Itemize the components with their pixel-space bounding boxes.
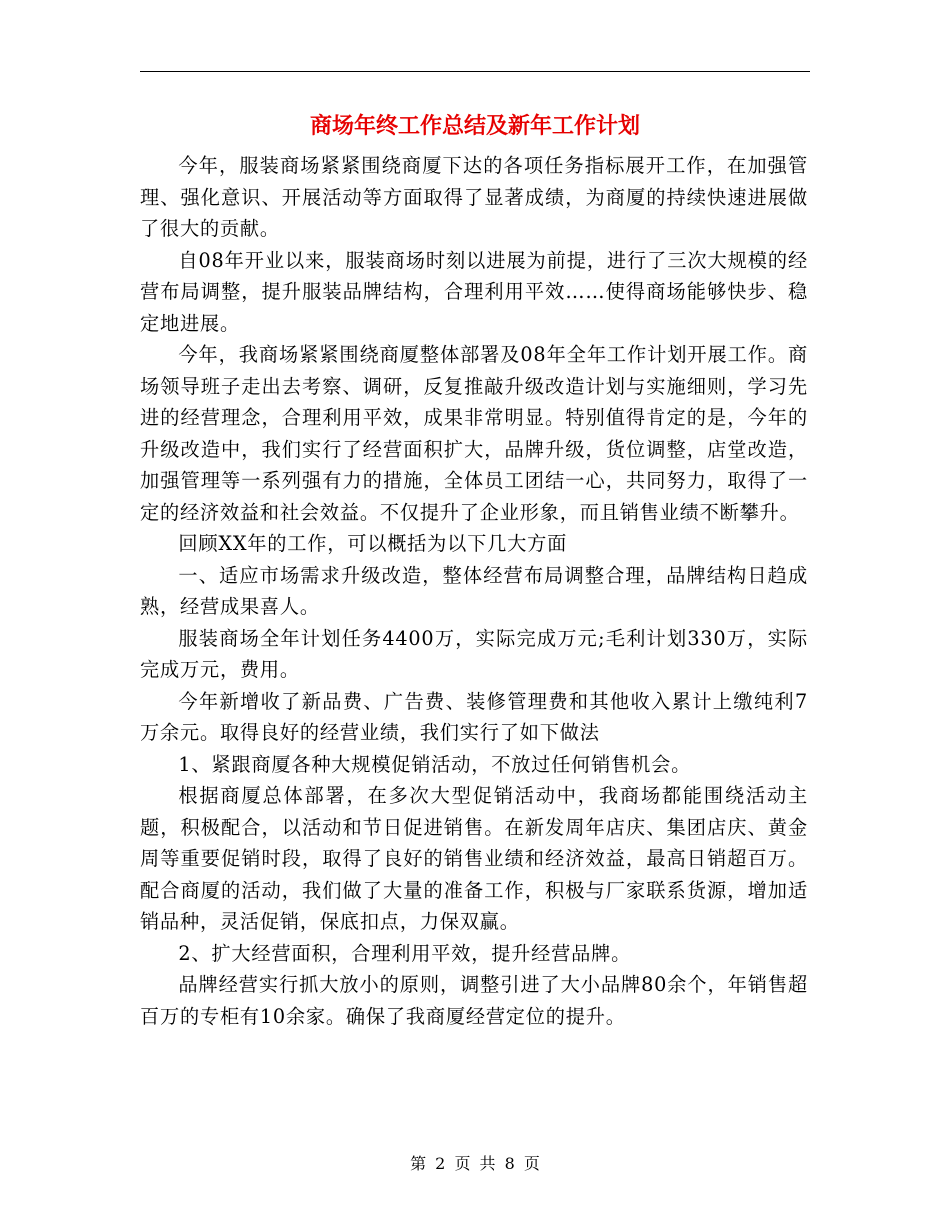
section-heading: 一、适应市场需求升级改造，整体经营布局调整合理，品牌结构日趋成熟，经营成果喜人。	[140, 563, 808, 618]
paragraph: 自08年开业以来，服装商场时刻以进展为前提，进行了三次大规模的经营布局调整，提升服装品牌结构，合理利用平效……使得商场能够快步、稳定地进展。	[140, 248, 808, 335]
header-rule	[140, 71, 810, 72]
paragraph: 回顾XX年的工作，可以概括为以下几大方面	[178, 532, 568, 555]
paragraph: 品牌经营实行抓大放小的原则，调整引进了大小品牌80余个，年销售超百万的专柜有10余家。确保了我商厦经营定位的提升。	[140, 973, 808, 1028]
document-title: 商场年终工作总结及新年工作计划	[309, 113, 640, 139]
paragraph: 根据商厦总体部署，在多次大型促销活动中，我商场都能围绕活动主题，积极配合，以活动和节日促进销售。在新发周年店庆、集团店庆、黄金周等重要促销时段，取得了良好的销售业绩和经济效益，最高日销超百万。配合商厦的活动，我们做了大量的准备工作，积极与厂家联系货源，增加适销品种，灵活促销，保底扣点，力保双赢。	[140, 784, 808, 933]
paragraph: 今年新增收了新品费、广告费、装修管理费和其他收入累计上缴纯利7万余元。取得良好的经营业绩，我们实行了如下做法	[140, 689, 808, 744]
paragraph: 服装商场全年计划任务4400万，实际完成万元;毛利计划330万，实际完成万元，费用。	[140, 626, 808, 681]
list-heading: 2、扩大经营面积，合理利用平效，提升经营品牌。	[178, 941, 632, 965]
list-heading: 1、紧跟商厦各种大规模促销活动，不放过任何销售机会。	[178, 752, 692, 776]
page-number-footer: 第 2 页 共 8 页	[410, 1154, 540, 1173]
document-body	[140, 150, 808, 1032]
paragraph: 今年，服装商场紧紧围绕商厦下达的各项任务指标展开工作，在加强管理、强化意识、开展活动等方面取得了显著成绩，为商厦的持续快速进展做了很大的贡献。	[140, 154, 808, 240]
paragraph: 今年，我商场紧紧围绕商厦整体部署及08年全年工作计划开展工作。商场领导班子走出去考察、调研，反复推敲升级改造计划与实施细则，学习先进的经营理念，合理利用平效，成果非常明显。特别值得肯定的是，今年的升级改造中，我们实行了经营面积扩大，品牌升级，货位调整，店堂改造，加强管理等一系列强有力的措施，全体员工团结一心，共同努力，取得了一定的经济效益和社会效益。不仅提升了企业形象，而且销售业绩不断攀升。	[140, 343, 808, 524]
